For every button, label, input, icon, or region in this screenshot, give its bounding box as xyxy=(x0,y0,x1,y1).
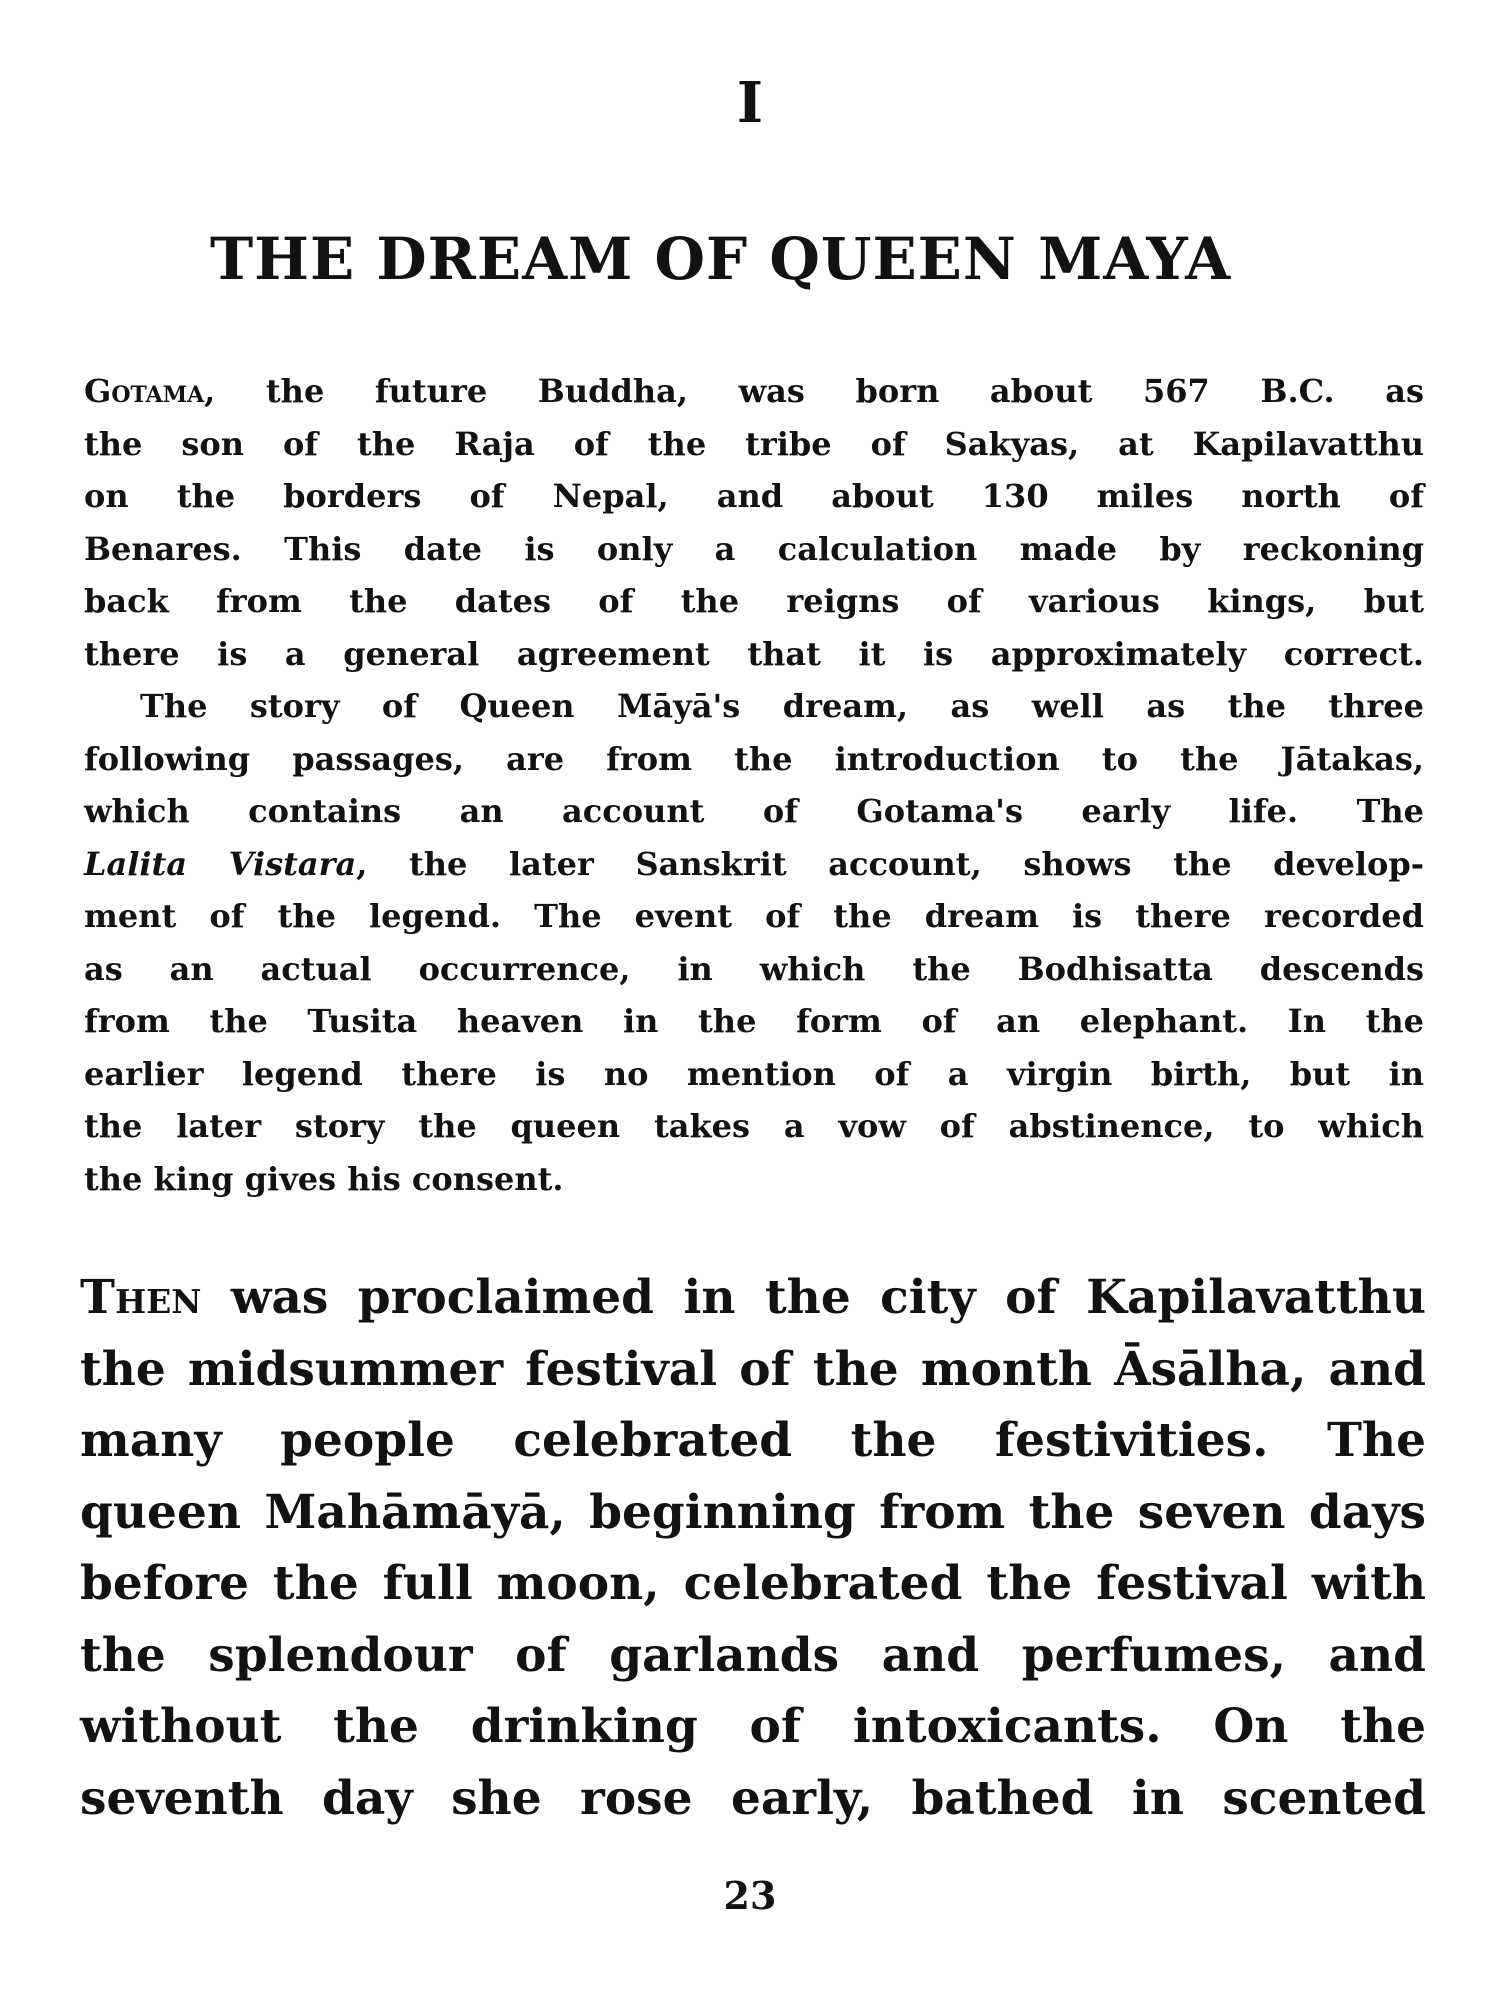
intro-line: from the Tusita heaven in the form of an elephant. In the xyxy=(84,1002,1424,1040)
intro-line-text: , the future Buddha, was born about 567 B.C. as xyxy=(204,372,1424,410)
intro-line: there is a general agreement that it is approximately correct. xyxy=(84,634,1424,673)
intro-line: which contains an account of Gotama's early life. The xyxy=(84,792,1424,830)
intro-line: Benares. This date is only a calculation made by reckoning xyxy=(84,529,1424,568)
intro-line: the later story the queen takes a vow of abstinence, to which xyxy=(84,1107,1424,1145)
body-line: seventh day she rose early, bathed in scented xyxy=(80,1770,1426,1826)
body-line: queen Mahāmāyā, beginning from the seven days xyxy=(80,1484,1426,1540)
body-line: without the drinking of intoxicants. On the xyxy=(80,1699,1426,1754)
body-text xyxy=(80,1262,1426,1834)
body-line: the splendour of garlands and perfumes, and xyxy=(80,1627,1426,1683)
intro-line: following passages, are from the introduction to the Jātakas, xyxy=(84,739,1424,778)
page-number: 23 xyxy=(723,1873,777,1918)
body-line-text: was proclaimed in the city of Kapilavatthu xyxy=(201,1270,1426,1325)
body-line: the midsummer festival of the month Āsālha, and xyxy=(80,1341,1426,1397)
intro-line: as an actual occurrence, in which the Bodhisatta descends xyxy=(84,949,1424,988)
intro-paragraph xyxy=(84,365,1424,1205)
body-line: many people celebrated the festivities. The xyxy=(80,1413,1426,1468)
intro-line: The story of Queen Māyā's dream, as well as the three xyxy=(140,687,1424,725)
intro-line: on the borders of Nepal, and about 130 miles north of xyxy=(84,477,1424,515)
intro-line: the king gives his consent. xyxy=(84,1159,564,1198)
intro-lead-word: Gotama xyxy=(84,372,205,410)
intro-line xyxy=(84,838,1424,891)
chapter-number: I xyxy=(736,70,764,136)
intro-line: back from the dates of the reigns of various kings, but xyxy=(84,582,1424,620)
intro-line-text: , the later Sanskrit account, shows the develop- xyxy=(356,844,1425,883)
body-line: before the full moon, celebrated the festival with xyxy=(80,1556,1426,1611)
intro-line xyxy=(84,365,1424,418)
chapter-title: THE DREAM OF QUEEN MAYA xyxy=(210,225,1232,293)
body-line xyxy=(80,1262,1426,1334)
intro-line: ment of the legend. The event of the dream is there recorded xyxy=(84,897,1424,935)
body-lead-word: Then xyxy=(80,1270,202,1325)
intro-line: earlier legend there is no mention of a virgin birth, but in xyxy=(84,1054,1424,1093)
intro-line: the son of the Raja of the tribe of Sakyas, at Kapilavatthu xyxy=(84,424,1424,463)
work-title-italic: Lalita Vistara xyxy=(84,844,357,883)
